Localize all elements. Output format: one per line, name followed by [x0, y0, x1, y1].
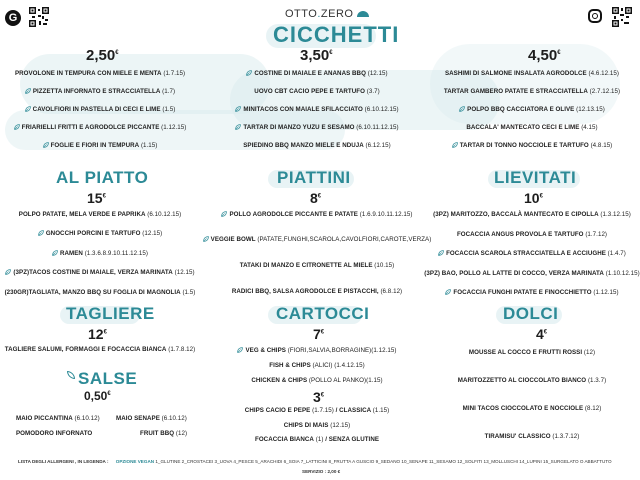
menu-item: [167, 262, 467, 269]
menu-item: [116, 415, 187, 422]
allergen-codes: (1.15): [139, 142, 158, 149]
item-name: RADICI BBQ, SALSA AGRODOLCE E PISTACCHI,: [231, 288, 379, 295]
allergen-codes: (12.15): [365, 70, 388, 77]
allergen-codes: (ALICI) (1.4.12.15): [310, 362, 365, 369]
item-name: POMODORO INFORNATO: [16, 430, 93, 437]
item-name: FOCACCIA SCAROLA STRACCIATELLA E ACCIUGHE: [446, 250, 606, 257]
item-name: PIZZETTA INFORNATO E STRACCIATELLA: [32, 88, 161, 95]
tagliere-title: TAGLIERE: [66, 304, 155, 323]
allergen-codes: (1.5): [160, 106, 176, 113]
allergen-codes: (6.10.12.15): [145, 211, 182, 218]
menu-item: [167, 422, 467, 429]
allergen-codes: (1.4.7): [605, 250, 626, 257]
menu-item: [382, 211, 640, 218]
allergen-codes: (12): [582, 349, 596, 356]
item-name: CHIPS DI MAIS: [283, 422, 329, 429]
menu-item: [382, 289, 640, 296]
item-variant: / SENZA GLUTINE: [323, 436, 380, 443]
qr-code-right-icon: [612, 7, 632, 27]
allergen-codes: (8.12): [583, 405, 602, 412]
allergen-codes: (6.10.11.12.15): [354, 124, 399, 131]
allergen-list: 1_GLUTINE 2_CROSTACEI 3_UOVA 4_PESCE 5_ARACHIDI 6_SOIA 7_LATTICINI 8_FRUTTA A GUSCIO 9_SEDANO 10_SENAPE 11_SESAMO 12_SOLFITI 13_MOLLUSCHI 14_LUPINI 15_SURGELATO O ABBATTUTO: [155, 459, 612, 464]
google-icon[interactable]: G: [5, 10, 21, 26]
cicchetti-title: CICCHETTI: [273, 22, 400, 47]
allergen-codes: (2.7.12.15): [587, 88, 621, 95]
vegan-leaf-icon: [459, 106, 465, 112]
menu-item: [382, 88, 640, 95]
dolci-title: DOLCI: [503, 304, 559, 323]
salse-price: 0,50€: [84, 389, 111, 403]
allergen-codes: (1): [313, 436, 324, 443]
allergen-codes: (1.7.8.12): [166, 346, 196, 353]
vegan-leaf-icon: [246, 70, 252, 76]
lievitati-title: LIEVITATI: [494, 168, 577, 187]
brand-right: ZERO: [320, 8, 354, 20]
vegan-leaf-icon: [445, 289, 451, 295]
allergen-codes: (12.15): [172, 269, 195, 276]
item-name: MAIO SENAPE: [116, 415, 160, 422]
cicchetti-price-2: 3,50€: [300, 47, 333, 64]
menu-item: [382, 433, 640, 440]
item-name: TIRAMISU' CLASSICO: [484, 433, 551, 440]
allergen-codes: (FIORI,SALVIA,BORRAGINE)(1.12.15): [285, 347, 397, 354]
item-name: FOCACCIA BIANCA: [254, 436, 314, 443]
vegan-leaf-icon: [438, 250, 444, 256]
allergen-codes: (6.10.12): [159, 415, 187, 422]
cicchetti-price-3: 4,50€: [528, 47, 561, 64]
item-name: FISH & CHIPS: [269, 362, 311, 369]
item-name: PROVOLONE IN TEMPURA CON MIELE E MENTA: [14, 70, 162, 77]
item-name: (3PZ)TACOS COSTINE DI MAIALE, VERZA MARINATA: [13, 269, 173, 276]
allergen-codes: (3.7): [364, 88, 380, 95]
menu-item: [16, 415, 100, 422]
vegan-leaf-icon: [38, 230, 44, 236]
item-name: FOCACCIA ANGUS PROVOLA E TARTUFO: [456, 231, 584, 238]
brand-left: OTTO: [285, 8, 318, 20]
item-name: MINI TACOS CIOCCOLATO E NOCCIOLE: [462, 405, 584, 412]
item-name: POLPO BBQ CACCIATORA E OLIVE: [467, 106, 575, 113]
allergen-codes: (10.15): [372, 262, 395, 269]
vegan-leaf-icon: [25, 106, 31, 112]
cicchetti-price-1: 2,50€: [86, 47, 119, 64]
item-name: POLPO PATATE, MELA VERDE E PAPRIKA: [18, 211, 146, 218]
allergen-codes: (1.3.7.12): [550, 433, 580, 440]
menu-item: [382, 349, 640, 356]
menu-item: [382, 270, 640, 277]
item-name: VEG & CHIPS: [245, 347, 286, 354]
vegan-leaf-icon: [452, 142, 458, 148]
instagram-icon[interactable]: [588, 9, 602, 23]
allergen-codes: (6.12.15): [363, 142, 391, 149]
menu-item: [382, 70, 640, 77]
item-name: (3PZ) BAO, POLLO AL LATTE DI COCCO, VERZA MARINATA: [424, 270, 604, 277]
brand-logo: OTTO.ZERO: [285, 8, 369, 20]
allergen-codes: (PATATE,FUNGHI,SCAROLA,CAVOLFIORI,CAROTE,VERZA): [255, 236, 432, 243]
item-name: FOCACCIA FUNGHI PATATE E FINOCCHIETTO: [453, 289, 592, 296]
vegan-leaf-icon: [25, 88, 31, 94]
allergen-codes: (1.3.12.15): [598, 211, 631, 218]
allergen-codes: (4.8.15): [588, 142, 613, 149]
lievitati-price: 10€: [524, 190, 543, 206]
item-name: BACCALA' MANTECATO CECI E LIME: [466, 124, 580, 131]
item-name: FRIARIELLI FRITTI E AGRODOLCE PICCANTE: [21, 124, 160, 131]
vegan-leaf-icon: [14, 124, 20, 130]
salse-title: SALSE: [78, 369, 138, 388]
allergen-codes: (1.3.7): [586, 377, 607, 384]
item-name: TARTAR GAMBERO PATATE E STRACCIATELLA: [443, 88, 588, 95]
menu-item: [382, 106, 640, 113]
menu-item: [382, 250, 640, 257]
item-name: MINITACOS CON MAIALE SFILACCIATO: [243, 106, 363, 113]
tagliere-price: 12€: [88, 326, 107, 342]
allergen-codes: (1.12.15): [591, 289, 619, 296]
al-piatto-price: 15€: [87, 190, 106, 206]
allergen-codes: (12): [174, 430, 188, 437]
cartocci-price-2: 3€: [313, 389, 325, 405]
piattini-price: 8€: [310, 190, 322, 206]
item-name: TARTAR DI TONNO NOCCIOLE E TARTUFO: [459, 142, 589, 149]
vegan-leaf-icon: [52, 250, 58, 256]
menu-item: [382, 124, 640, 131]
menu-item: [382, 405, 640, 412]
vegan-leaf-icon: [43, 142, 49, 148]
item-name: COSTINE DI MAIALE E ANANAS BBQ: [254, 70, 366, 77]
allergen-legend: [18, 459, 612, 464]
item-name: MAIO PICCANTINA: [16, 415, 73, 422]
item-name: TATAKI DI MANZO E CITRONETTE AL MIELE: [239, 262, 373, 269]
menu-item: [0, 250, 250, 257]
item-name: MARITOZZETTO AL CIOCCOLATO BIANCO: [457, 377, 587, 384]
allergen-codes: (1.7.15): [310, 407, 334, 414]
allergen-codes: (1.12.15): [159, 124, 187, 131]
allergen-codes: (12.15): [328, 422, 351, 429]
item-name: UOVO CBT CACIO PEPE E TARTUFO: [254, 88, 365, 95]
item-name: CHICKEN & CHIPS: [251, 377, 308, 384]
menu-item: [0, 269, 250, 276]
cartocci-price: 7€: [313, 326, 325, 342]
menu-item: [382, 377, 640, 384]
item-name: CAVOLFIORI IN PASTELLA DI CECI E LIME: [32, 106, 161, 113]
service-charge: SERVIZIO : 2,00 €: [302, 469, 341, 474]
allergen-codes: (6.10.12.15): [362, 106, 399, 113]
vegan-leaf-icon: [221, 211, 227, 217]
item-name: GNOCCHI PORCINI E TARTUFO: [45, 230, 141, 237]
item-name: RAMEN: [59, 250, 83, 257]
allergen-codes: (1.10.12.15): [603, 270, 640, 277]
allergen-codes: (1.6.9.10.11.12.15): [357, 211, 413, 218]
vegan-leaf-icon: [235, 106, 241, 112]
vegan-leaf-icon: [5, 269, 11, 275]
item-name: TARTAR DI MANZO YUZU E SESAMO: [243, 124, 355, 131]
qr-code-left-icon: [29, 7, 49, 27]
menu-item: [16, 430, 92, 437]
allergen-codes: (1.7.12): [583, 231, 608, 238]
item-name: FOGLIE E FIORI IN TEMPURA: [50, 142, 140, 149]
item-name: (3PZ) MARITOZZO, BACCALÀ MANTECATO E CIPOLLA: [433, 211, 599, 218]
allergen-codes: (4.15): [579, 124, 598, 131]
allergen-codes: (1.3.6.8.9.10.11.12.15): [82, 250, 148, 257]
allergen-codes: (1.15): [372, 407, 390, 414]
item-variant: / CLASSICA: [333, 407, 373, 414]
item-name: SPIEDINO BBQ MANZO MIELE E NDUJA: [243, 142, 364, 149]
menu-item: [167, 362, 467, 369]
allergen-codes: (POLLO AL PANKO)(1.15): [307, 377, 383, 384]
item-name: (230GR)TAGLIATA, MANZO BBQ SU FOGLIA DI MAGNOLIA: [4, 289, 181, 296]
item-name: SASHIMI DI SALMONE INSALATA AGRODOLCE: [444, 70, 587, 77]
item-name: FRUIT BBQ: [140, 430, 175, 437]
allergen-codes: (6.10.12): [72, 415, 100, 422]
allergen-codes: (1.7.15): [161, 70, 186, 77]
piattini-title: PIATTINI: [277, 168, 351, 187]
vegan-leaf-icon: [235, 124, 241, 130]
brand-mark-icon: [357, 11, 369, 17]
allergen-codes: (12.13.15): [574, 106, 605, 113]
item-name: CHIPS CACIO E PEPE: [244, 407, 311, 414]
allergen-codes: (6.8.12): [378, 288, 403, 295]
allergen-codes: (1.7): [160, 88, 176, 95]
salse-leaf-icon: [67, 371, 75, 379]
item-name: MOUSSE AL COCCO E FRUTTI ROSSI: [468, 349, 583, 356]
menu-item: [382, 142, 640, 149]
allergen-codes: (12.15): [140, 230, 163, 237]
menu-item: [382, 231, 640, 238]
vegan-leaf-icon: [203, 236, 209, 242]
allergen-codes: (4.6.12.15): [586, 70, 619, 77]
item-name: TAGLIERE SALUMI, FORMAGGI E FOCACCIA BIANCA: [4, 346, 167, 353]
allergen-codes: (1.5): [180, 289, 196, 296]
legend-label: LISTA DEGLI ALLERGENI , IN LEGENDA :: [18, 459, 109, 464]
al-piatto-title: AL PIATTO: [56, 168, 149, 187]
item-name: VEGGIE BOWL: [210, 236, 256, 243]
vegan-option-label: OPZIONE VEGAN: [115, 459, 155, 464]
cartocci-title: CARTOCCI: [276, 304, 370, 323]
dolci-price: 4€: [536, 326, 548, 342]
vegan-leaf-icon: [237, 347, 243, 353]
item-name: POLLO AGRODOLCE PICCANTE E PATATE: [229, 211, 358, 218]
